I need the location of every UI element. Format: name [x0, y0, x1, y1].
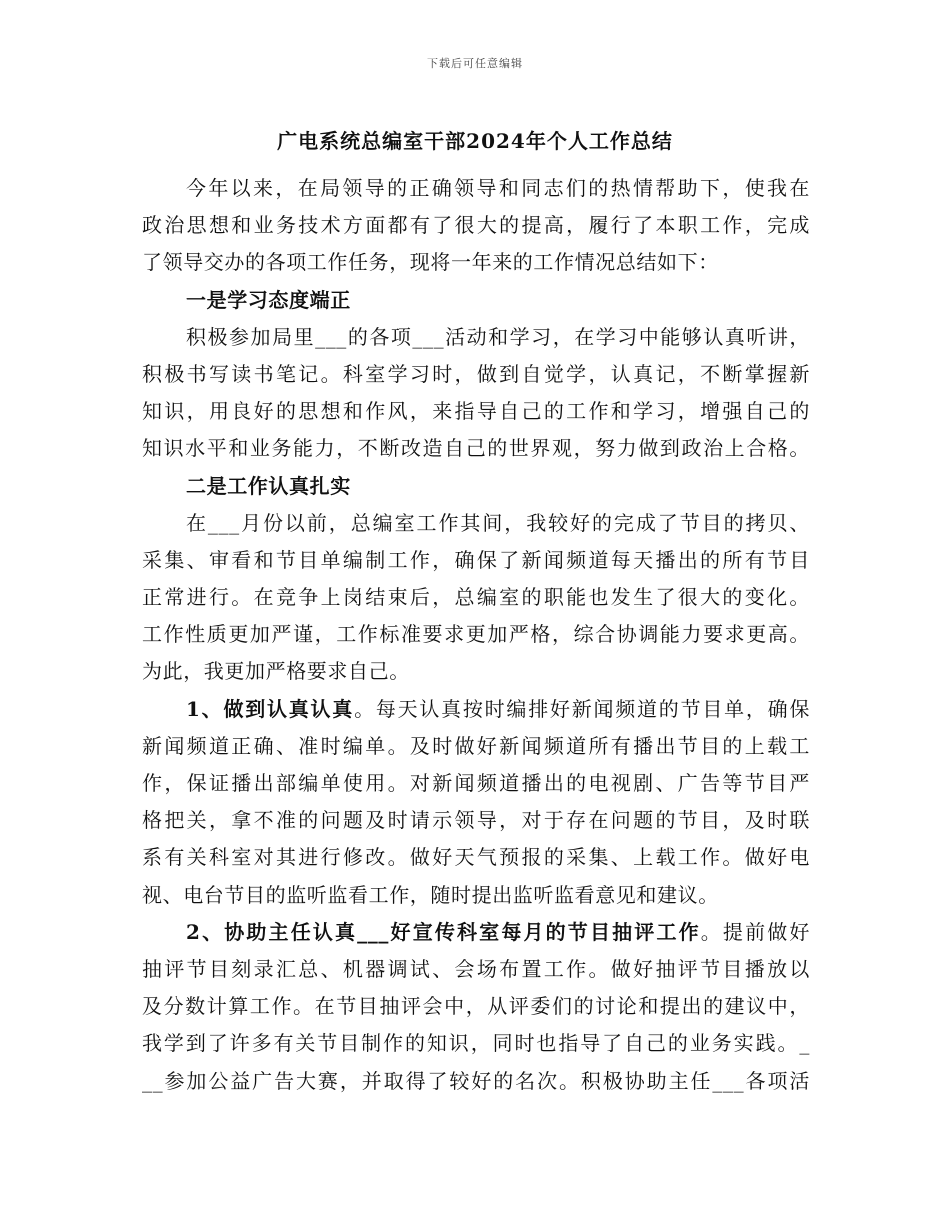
paragraph-line: 及分数计算工作。在节目抽评会中，从评委们的讨论和提出的建议中，	[142, 994, 810, 1019]
paragraph-line: 积极书写读书笔记。科室学习时，做到自觉学，认真记，不断掌握新	[142, 361, 810, 386]
paragraph-line: 在___月份以前，总编室工作其间，我较好的完成了节目的拷贝、	[186, 510, 810, 535]
paragraph-line: 今年以来，在局领导的正确领导和同志们的热情帮助下，使我在	[186, 176, 810, 200]
item-heading: 1、做到认真认真	[186, 696, 355, 721]
paragraph-line: 我学到了许多有关节目制作的知识，同时也指导了自己的业务实践。_	[142, 1031, 810, 1056]
paragraph-line: 新闻频道正确、准时编单。及时做好新闻频道所有播出节目的上载工	[142, 733, 810, 758]
paragraph-line	[142, 914, 810, 951]
item-heading: 2、协助主任认真___好宣传科室每月的节目抽评工作	[186, 919, 701, 944]
paragraph-line: 政治思想和业务技术方面都有了很大的提高，履行了本职工作，完成	[142, 213, 810, 238]
header-note: 下载后可任意编辑	[427, 57, 523, 70]
paragraph-line: 工作性质更加严谨，工作标准要求更加严格，综合协调能力要求更高。	[142, 622, 810, 647]
paragraph-line: 视、电台节目的监听监看工作，随时提出监听监看意见和建议。	[142, 882, 719, 907]
paragraph-line: 为此，我更加严格要求自己。	[142, 659, 410, 684]
paragraph-line: 系有关科室对其进行修改。做好天气预报的采集、上载工作。做好电	[142, 845, 810, 870]
document-title: 广电系统总编室干部2024年个人工作总结	[277, 129, 673, 153]
section-heading: 二是工作认真扎实	[186, 473, 351, 498]
paragraph-line	[142, 691, 810, 728]
section-heading: 一是学习态度端正	[186, 287, 351, 312]
paragraph-line: 知识水平和业务能力，不断改造自己的世界观，努力做到政治上合格。	[142, 436, 810, 461]
paragraph-line: 抽评节目刻录汇总、机器调试、会场布置工作。做好抽评节目播放以	[142, 956, 810, 981]
item-text: 。每天认真按时编排好新闻频道的节目单，确保	[354, 696, 810, 721]
paragraph-line: 作，保证播出部编单使用。对新闻频道播出的电视剧、广告等节目严	[142, 771, 810, 795]
paragraph-line: 采集、审看和节目单编制工作，确保了新闻频道每天播出的所有节目	[142, 547, 810, 572]
paragraph-line: 正常进行。在竞争上岗结束后，总编室的职能也发生了很大的变化。	[142, 585, 810, 610]
paragraph-line: 积极参加局里___的各项___活动和学习，在学习中能够认真听讲，	[186, 324, 810, 349]
paragraph-line: 格把关，拿不准的问题及时请示领导，对于存在问题的节目，及时联	[142, 808, 810, 833]
paragraph-line: 知识，用良好的思想和作风，来指导自己的工作和学习，增强自己的	[142, 399, 810, 424]
paragraph-line: __参加公益广告大赛，并取得了较好的名次。积极协助主任___各项活	[142, 1068, 810, 1093]
item-text: 。提前做好	[700, 919, 810, 944]
document-body	[142, 170, 810, 1100]
paragraph-line: 了领导交办的各项工作任务，现将一年来的工作情况总结如下：	[142, 250, 719, 275]
